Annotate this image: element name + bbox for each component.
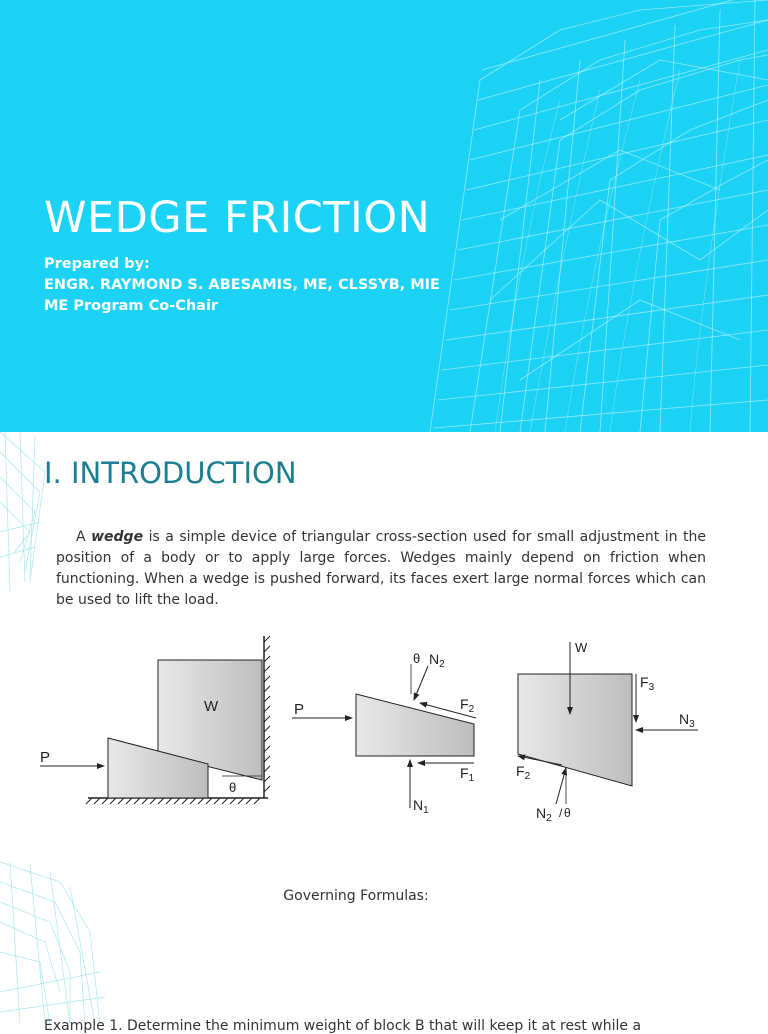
svg-text:F3 bbox=[640, 674, 655, 693]
label-n2-block: N bbox=[536, 805, 547, 821]
block-free-body-diagram bbox=[516, 640, 698, 824]
label-n1-fbd: N bbox=[413, 797, 424, 813]
assembly-figure bbox=[40, 636, 270, 804]
svg-text:F2 bbox=[516, 763, 531, 782]
para-rest: is a simple device of triangular cross-section used for small adjustment in the position of a body or to apply large forces. Wedges mainly depend on friction when functioning. When a wedge is pushed forward, its faces exert large normal forces which can be used to lift the load. bbox=[56, 529, 706, 608]
author-role: ME Program Co-Chair bbox=[44, 298, 219, 314]
sub-n1-fbd: 1 bbox=[423, 805, 429, 816]
label-n2-fbd: N bbox=[429, 651, 440, 667]
sub-n2-fbd: 2 bbox=[439, 659, 445, 670]
sub-f2-block: 2 bbox=[524, 771, 531, 782]
label-f1-fbd: F bbox=[460, 765, 469, 781]
svg-text:N1 bbox=[413, 797, 429, 816]
wedge-term: wedge bbox=[91, 529, 144, 545]
wedge-diagram bbox=[0, 632, 768, 852]
title-slide bbox=[0, 0, 768, 432]
label-p-fbd: P bbox=[294, 701, 305, 718]
intro-paragraph bbox=[56, 527, 706, 611]
label-n3-fbd: N bbox=[679, 711, 690, 727]
label-f3-fbd: F bbox=[640, 674, 649, 690]
sub-f2-fbd: 2 bbox=[468, 704, 475, 715]
label-f2-fbd: F bbox=[460, 696, 469, 712]
para-start: A bbox=[76, 529, 92, 545]
label-p-assembly: P bbox=[40, 749, 51, 766]
wedge-free-body-diagram bbox=[292, 651, 476, 816]
governing-formulas-label: Governing Formulas: bbox=[283, 888, 429, 904]
sub-f3-fbd: 3 bbox=[648, 682, 655, 693]
presentation-title: WEDGE FRICTION bbox=[44, 193, 431, 243]
sub-n2-block: 2 bbox=[546, 813, 552, 824]
svg-text:N2 bbox=[536, 805, 552, 824]
svg-text:F1 bbox=[460, 765, 475, 784]
introduction-slide bbox=[0, 432, 768, 1034]
label-f2-block: F bbox=[516, 763, 525, 779]
example-text: Example 1. Determine the minimum weight of block B that will keep it at rest while a bbox=[44, 1018, 642, 1034]
label-theta-fbd: θ bbox=[413, 651, 421, 666]
presenter-info bbox=[44, 254, 440, 317]
label-w-assembly: W bbox=[204, 698, 219, 715]
section-heading: I. INTRODUCTION bbox=[44, 456, 297, 490]
label-w-fbd: W bbox=[575, 640, 588, 655]
label-theta-assembly: θ bbox=[229, 780, 237, 795]
sub-n3-fbd: 3 bbox=[689, 719, 695, 730]
svg-text:N3 bbox=[679, 711, 695, 730]
prepared-by-label: Prepared by: bbox=[44, 256, 150, 272]
sub-f1-fbd: 1 bbox=[468, 773, 475, 784]
svg-text:N2 bbox=[429, 651, 445, 670]
label-theta-block: θ bbox=[564, 806, 571, 820]
author-name: ENGR. RAYMOND S. ABESAMIS, ME, CLSSYB, MIE bbox=[44, 277, 440, 293]
svg-text:/: / bbox=[559, 806, 563, 820]
svg-text:F2 bbox=[460, 696, 475, 715]
